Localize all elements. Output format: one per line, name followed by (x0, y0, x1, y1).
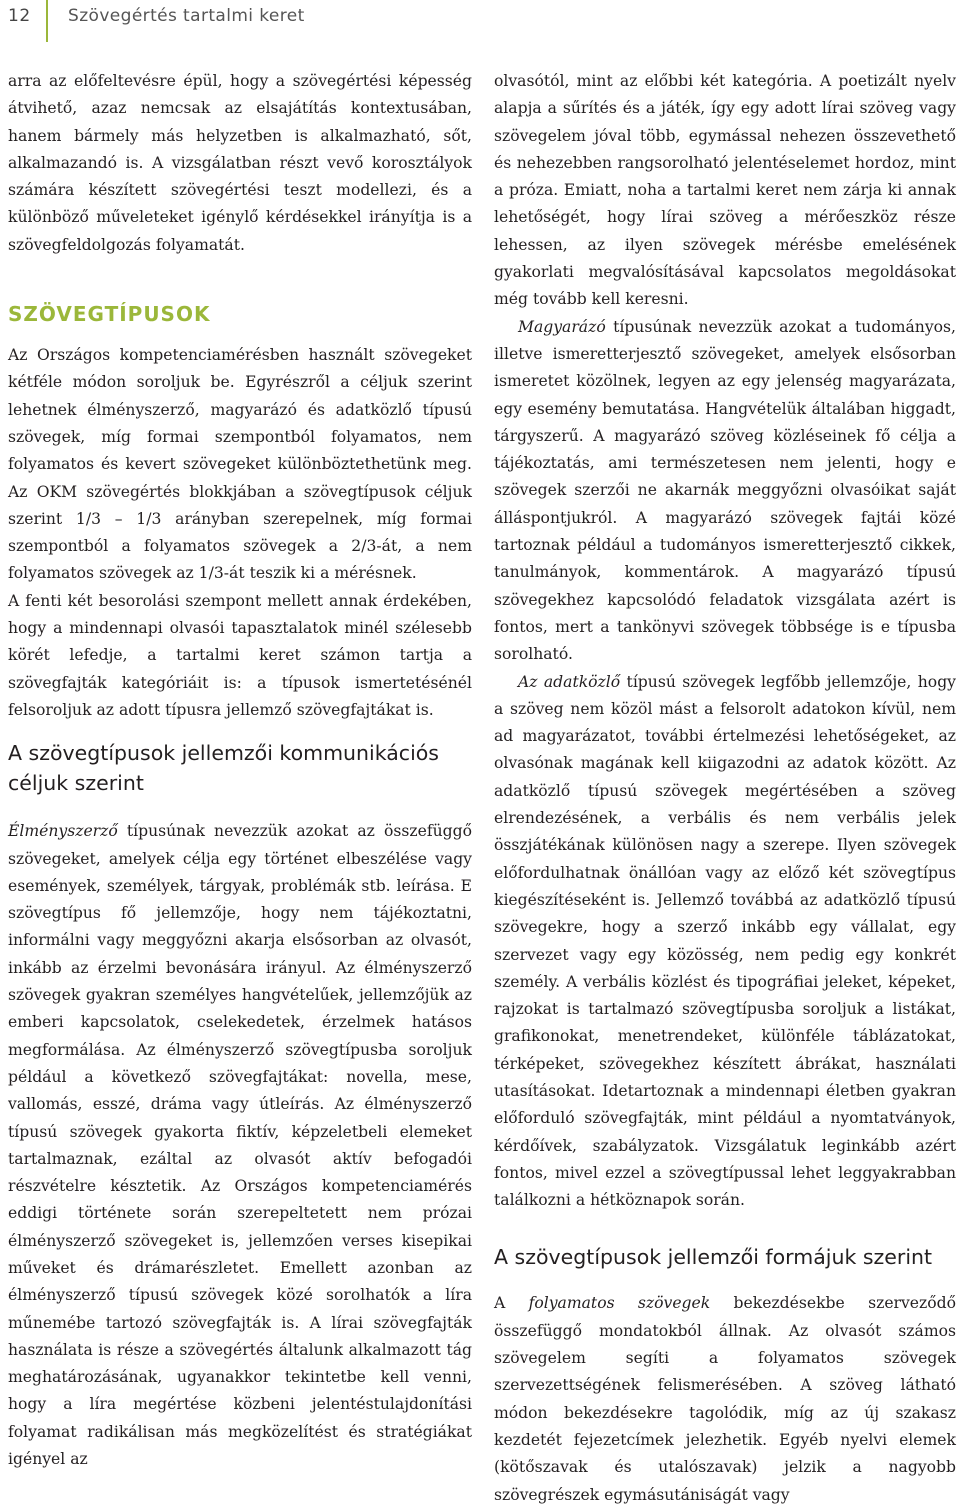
subheading-communicative-goal: A szövegtípusok jellemzői kommunikációs céljuk szerint (8, 741, 439, 796)
right-column (494, 68, 956, 1509)
page-number: 12 (8, 6, 31, 26)
paragraph-intro-continued: arra az előfeltevésre épül, hogy a szövegértési képesség átvihető, azaz nemcsak az elsajátítás kontextusában, hanem bármely más helyzetben is alkalmazható, sőt, alkalmazandó is. A vizsgálatban részt vevő korosztályok számára készített szövegértési teszt modellezi, és a különböző műveleteket igénylő kérdésekkel irányítja is a szövegfeldolgozás folyamatát. (8, 72, 472, 254)
subheading-form: A szövegtípusok jellemzői formájuk szerint (494, 1245, 933, 1270)
page-header (0, 0, 960, 40)
paragraph-lyric-continued: olvasótól, mint az előbbi két kategória. A poetizált nyelv alapja a sűrítés és a játék, így egy adott lírai szöveg vagy szövegelem jóval több, egymással nehezen összevethető és nehezebben rangsorolható jelentéselemet hordoz, mint a próza. Emiatt, noha a tartalmi keret nem zárja ki annak lehetőségét, hogy lírai szöveg a mérőeszköz része lehessen, az ilyen szövegek mérésbe emelésének gyakorlati megvalósításával kapcsolatos megoldásokat még tovább kell keresni. (494, 72, 956, 309)
paragraph-informative-text: típusú szövegek legfőbb jellemzője, hogy a szöveg nem közöl mást a felsorolt adatokon kívül, nem ad magyarázatot, további értelmezési lehetőségeket, az olvasónak magának kell kiigazodni az adatok között. Az adatközlő típusú szövegek megértésében a szöveg elrendezésének, a verbális és nem verbális jelek összjátékának különösen nagy a szerepe. Ilyen szövegek előfordulhatnak önállóan vagy az előző két szövegtípus kiegészítéseként is. Jellemző továbbá az adatközlő típusú szövegekre, hogy a szerző inkább egy vállalat, egy szervezet vagy egy közösség, nem pedig egy konkrét személy. A verbális közlést és tipográfiai jeleket, képeket, rajzokat is tartalmazó szövegtípusba soroljuk a listákat, grafikonokat, menetrendeket, különféle táblázatokat, térképeket, szövegekhez készített ábrákat, használati utasításokat. Idetartoznak a mindennapi életben gyakran előforduló szövegfajták, mint például a nyomtatványok, kérdőívek, szabályzatok. Vizsgálatuk leginkább azért fontos, mivel ezzel a szövegtípussal lehet leggyakrabban találkozni a hétköznapok során. (494, 672, 956, 1210)
paragraph-informative-type (494, 669, 956, 1215)
header-divider (46, 0, 48, 42)
left-column (8, 68, 472, 1473)
paragraph-continuous-lead: A (494, 1294, 529, 1313)
running-title: Szövegértés tartalmi keret (68, 6, 305, 26)
paragraph-continuous-texts (494, 1290, 956, 1508)
paragraph-narrative-text: típusúnak nevezzük azokat az összefüggő szövegeket, amelyek célja egy történet elbeszélése vagy események, személyek, tárgyak, problémák stb. leírása. E szövegtípus fő jellemzője, hogy nem tájékoztatni, informálni vagy meggyőzni akarja elsősorban az olvasót, inkább az érzelmi bevonására irányul. Az élményszerző szövegek gyakran személyes hangvételűek, jellemzőjük az emberi kapcsolatok, cselekedetek, érzelmek hatásos megformálása. Az élményszerző szövegtípusba soroljuk például a következő szövegfajtákat: novella, mese, vallomás, esszé, dráma vagy útleírás. Az élményszerző típusú szövegek gyakorta fiktív, képzeletbeli elemeket tartalmaznak, ezáltal az olvasót aktív befogadói részvételre késztetik. Az Országos kompetenciamérés eddigi története során szerepeltetett nem prózai élményszerző szövegeket is, jellemzően verses kisepikai műveket és drámarészletet. Emellett azonban az élményszerző típusú szövegek közé sorolhatók a líra műnemébe tartozó szövegfajták is. A lírai szövegfajták használata is része a szövegértés általunk alkalmazott tág meghatározásának, ugyanakkor tekintetbe kell venni, hogy a líra megértése közbeni jelentéstulajdonítási folyamat radikálisan más megközelítést és stratégiákat igényel az (8, 822, 472, 1469)
term-narrative: Élményszerző (8, 822, 118, 841)
paragraph-continuous-text: bekezdésekbe szerveződő összefüggő mondatokból állnak. Az olvasót számos szövegelem segíti a folyamatos szövegek szervezettségének felismerésében. A szöveg látható módon bekezdésekre tagolódik, míg az új szakasz kezdetét fejezetcímek jelezhetik. Egyéb nyelvi elemek (kötőszavak és utalószavak) jelzik a nagyobb szövegrészek egymásutániságát vagy (494, 1294, 957, 1504)
paragraph-narrative-type (8, 818, 472, 1473)
section-title: SZÖVEGTÍPUSOK (8, 302, 211, 327)
term-expository: Magyarázó (518, 317, 606, 336)
paragraph-expository-type (494, 314, 956, 669)
term-informative: Az adatközlő (518, 672, 621, 691)
paragraph-expository-text: típusúnak nevezzük azokat a tudományos, illetve ismeretterjesztő szövegeket, amelyek elsősorban ismeretet közölnek, legyen az egy jelenség magyarázata, egy esemény bemutatása. Hangvételük általában higgadt, tárgyszerű. A magyarázó szöveg közléseinek fő célja a tájékoztatás, ami természetesen nem jelenti, hogy e szövegek szerzői ne akarnák meggyőzni olvasóikat saját álláspontjukról. A magyarázó szövegek fajtái közé tartoznak például a tudományos ismeretterjesztő cikkek, tanulmányok, kommentárok. A magyarázó típusú szövegekhez kapcsolódó feladatok vizsgálata azért is fontos, mert a tankönyvi szövegek többsége is e típusba sorolható. (494, 317, 956, 664)
paragraph-classification: Az Országos kompetenciamérésben használt szövegeket kétféle módon soroljuk be. Egyrészről a céljuk szerint lehetnek élményszerző, magyarázó és adatközlő típusú szövegek, míg formai szempontból folyamatos, nem folyamatos és kevert szövegeket különböztethetünk meg. Az OKM szövegértés blokkjában a szövegtípusok céljuk szerint 1/3 – 1/3 arányban szerepelnek, míg formai szempontból a folyamatos szövegek a 2/3-át, a nem folyamatos szövegek az 1/3-át teszik ki a mérésnek. (8, 346, 472, 583)
paragraph-text-kinds: A fenti két besorolási szempont mellett annak érdekében, hogy a mindennapi olvasói tapasztalatok minél szélesebb körét lefedje, a tartalmi keret számon tartja a szövegfajták kategóriáit is: a típusok ismertetésénél felsoroljuk az adott típusra jellemző szövegfajtákat is. (8, 591, 472, 719)
term-continuous: folyamatos szövegek (528, 1294, 711, 1313)
